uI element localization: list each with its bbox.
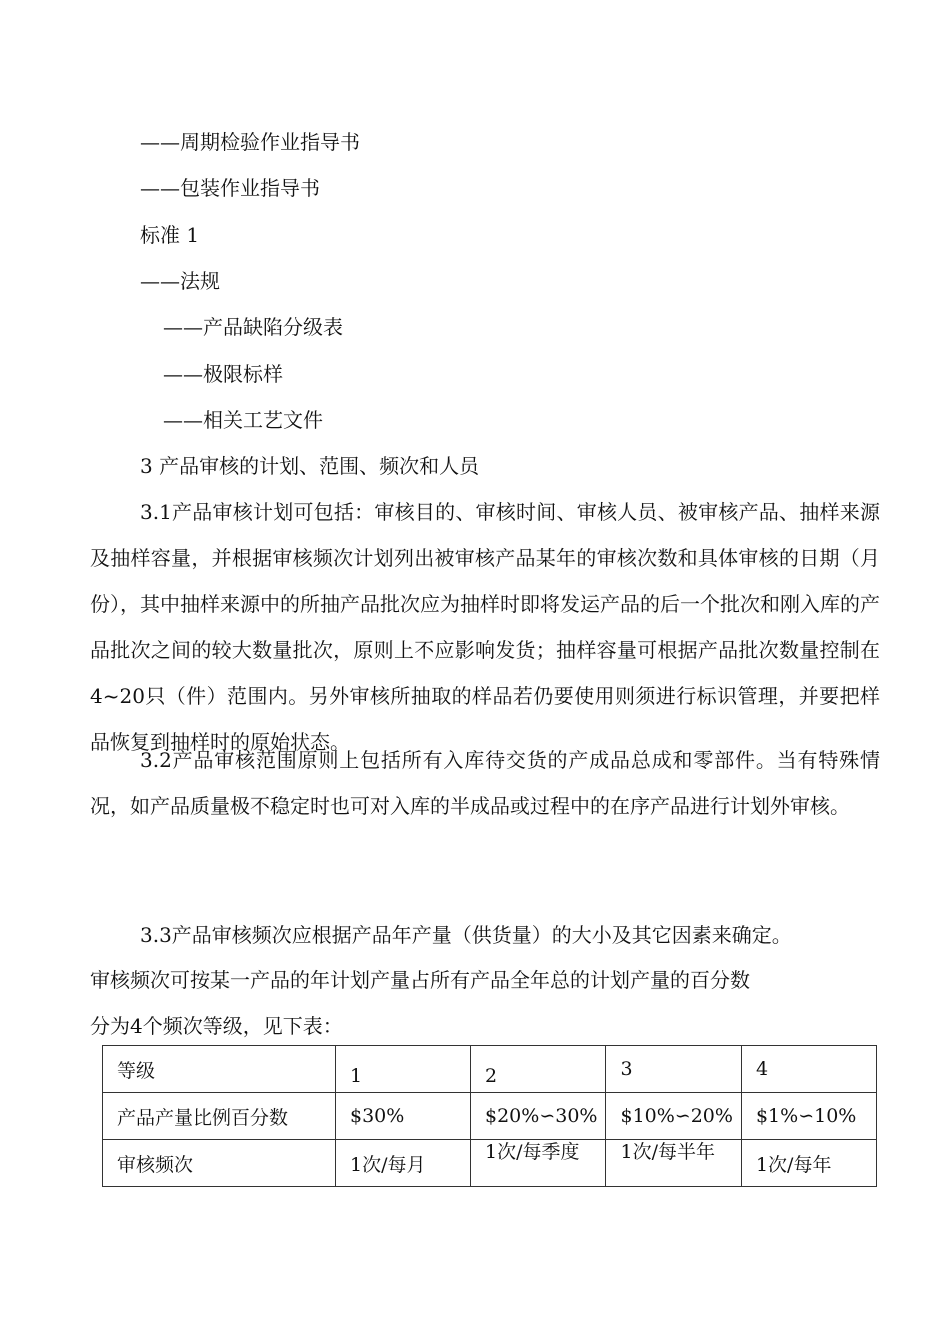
list-item-periodic-inspection: ——周期检验作业指导书 bbox=[140, 130, 360, 154]
paragraph-3-3-line1: 3.3产品审核频次应根据产品年产量（供货量）的大小及其它因素来确定。 bbox=[140, 923, 792, 947]
table-cell: 产品产量比例百分数 bbox=[103, 1093, 336, 1140]
list-item-process-docs: ——相关工艺文件 bbox=[163, 408, 323, 432]
frequency-table bbox=[102, 1045, 877, 1187]
table-row bbox=[103, 1140, 877, 1187]
table-cell bbox=[336, 1046, 471, 1093]
table-cell: 1次/每月 bbox=[336, 1140, 471, 1187]
cell-text: 2 bbox=[485, 1065, 498, 1087]
table-cell: $20%∽30% bbox=[471, 1093, 606, 1140]
list-item-standard: 标准 1 bbox=[140, 223, 200, 247]
list-item-limit-samples: ——极限标样 bbox=[163, 362, 283, 386]
table-cell: 等级 bbox=[103, 1046, 336, 1093]
table-cell bbox=[471, 1046, 606, 1093]
table-cell bbox=[606, 1140, 741, 1187]
paragraph-3-3-line2: 审核频次可按某一产品的年计划产量占所有产品全年总的计划产量的百分数 bbox=[90, 968, 750, 992]
table-cell: 审核频次 bbox=[103, 1140, 336, 1187]
table-cell: $30% bbox=[336, 1093, 471, 1140]
paragraph-3-3-line3: 分为4个频次等级，见下表： bbox=[90, 1014, 343, 1038]
paragraph-3-1: 3.1产品审核计划可包括：审核目的、审核时间、审核人员、被审核产品、抽样来源及抽样容量，并根据审核频次计划列出被审核产品某年的审核次数和具体审核的日期（月份），其中抽样来源中的所抽产品批次应为抽样时即将发运产品的后一个批次和刚入库的产品批次之间的较大数量批次，原则上不应影响发货；抽样容量可根据产品批次数量控制在4~20只（件）范围内。另外审核所抽取的样品若仍要使用则须进行标识管理，并要把样品恢复到抽样时的原始状态。 bbox=[90, 500, 880, 754]
table-cell: 3 bbox=[606, 1046, 741, 1093]
cell-text: 1次/每季度 bbox=[485, 1141, 580, 1163]
table-row bbox=[103, 1093, 877, 1140]
table-cell: 1次/每年 bbox=[741, 1140, 876, 1187]
list-item-packaging: ——包装作业指导书 bbox=[140, 176, 320, 200]
section-heading: 3 产品审核的计划、范围、频次和人员 bbox=[140, 454, 480, 478]
list-item-defect-table: ——产品缺陷分级表 bbox=[163, 315, 343, 339]
table-row bbox=[103, 1046, 877, 1093]
table-cell: 4 bbox=[741, 1046, 876, 1093]
table-cell: $1%∽10% bbox=[741, 1093, 876, 1140]
table-cell bbox=[471, 1140, 606, 1187]
table-cell: $10%∽20% bbox=[606, 1093, 741, 1140]
cell-text: 1次/每半年 bbox=[620, 1141, 715, 1163]
cell-text: 1 bbox=[350, 1065, 363, 1087]
paragraph-3-2: 3.2产品审核范围原则上包括所有入库待交货的产成品总成和零部件。当有特殊情况，如产品质量极不稳定时也可对入库的半成品或过程中的在序产品进行计划外审核。 bbox=[90, 748, 880, 818]
list-item-regulations: ——法规 bbox=[140, 269, 220, 293]
